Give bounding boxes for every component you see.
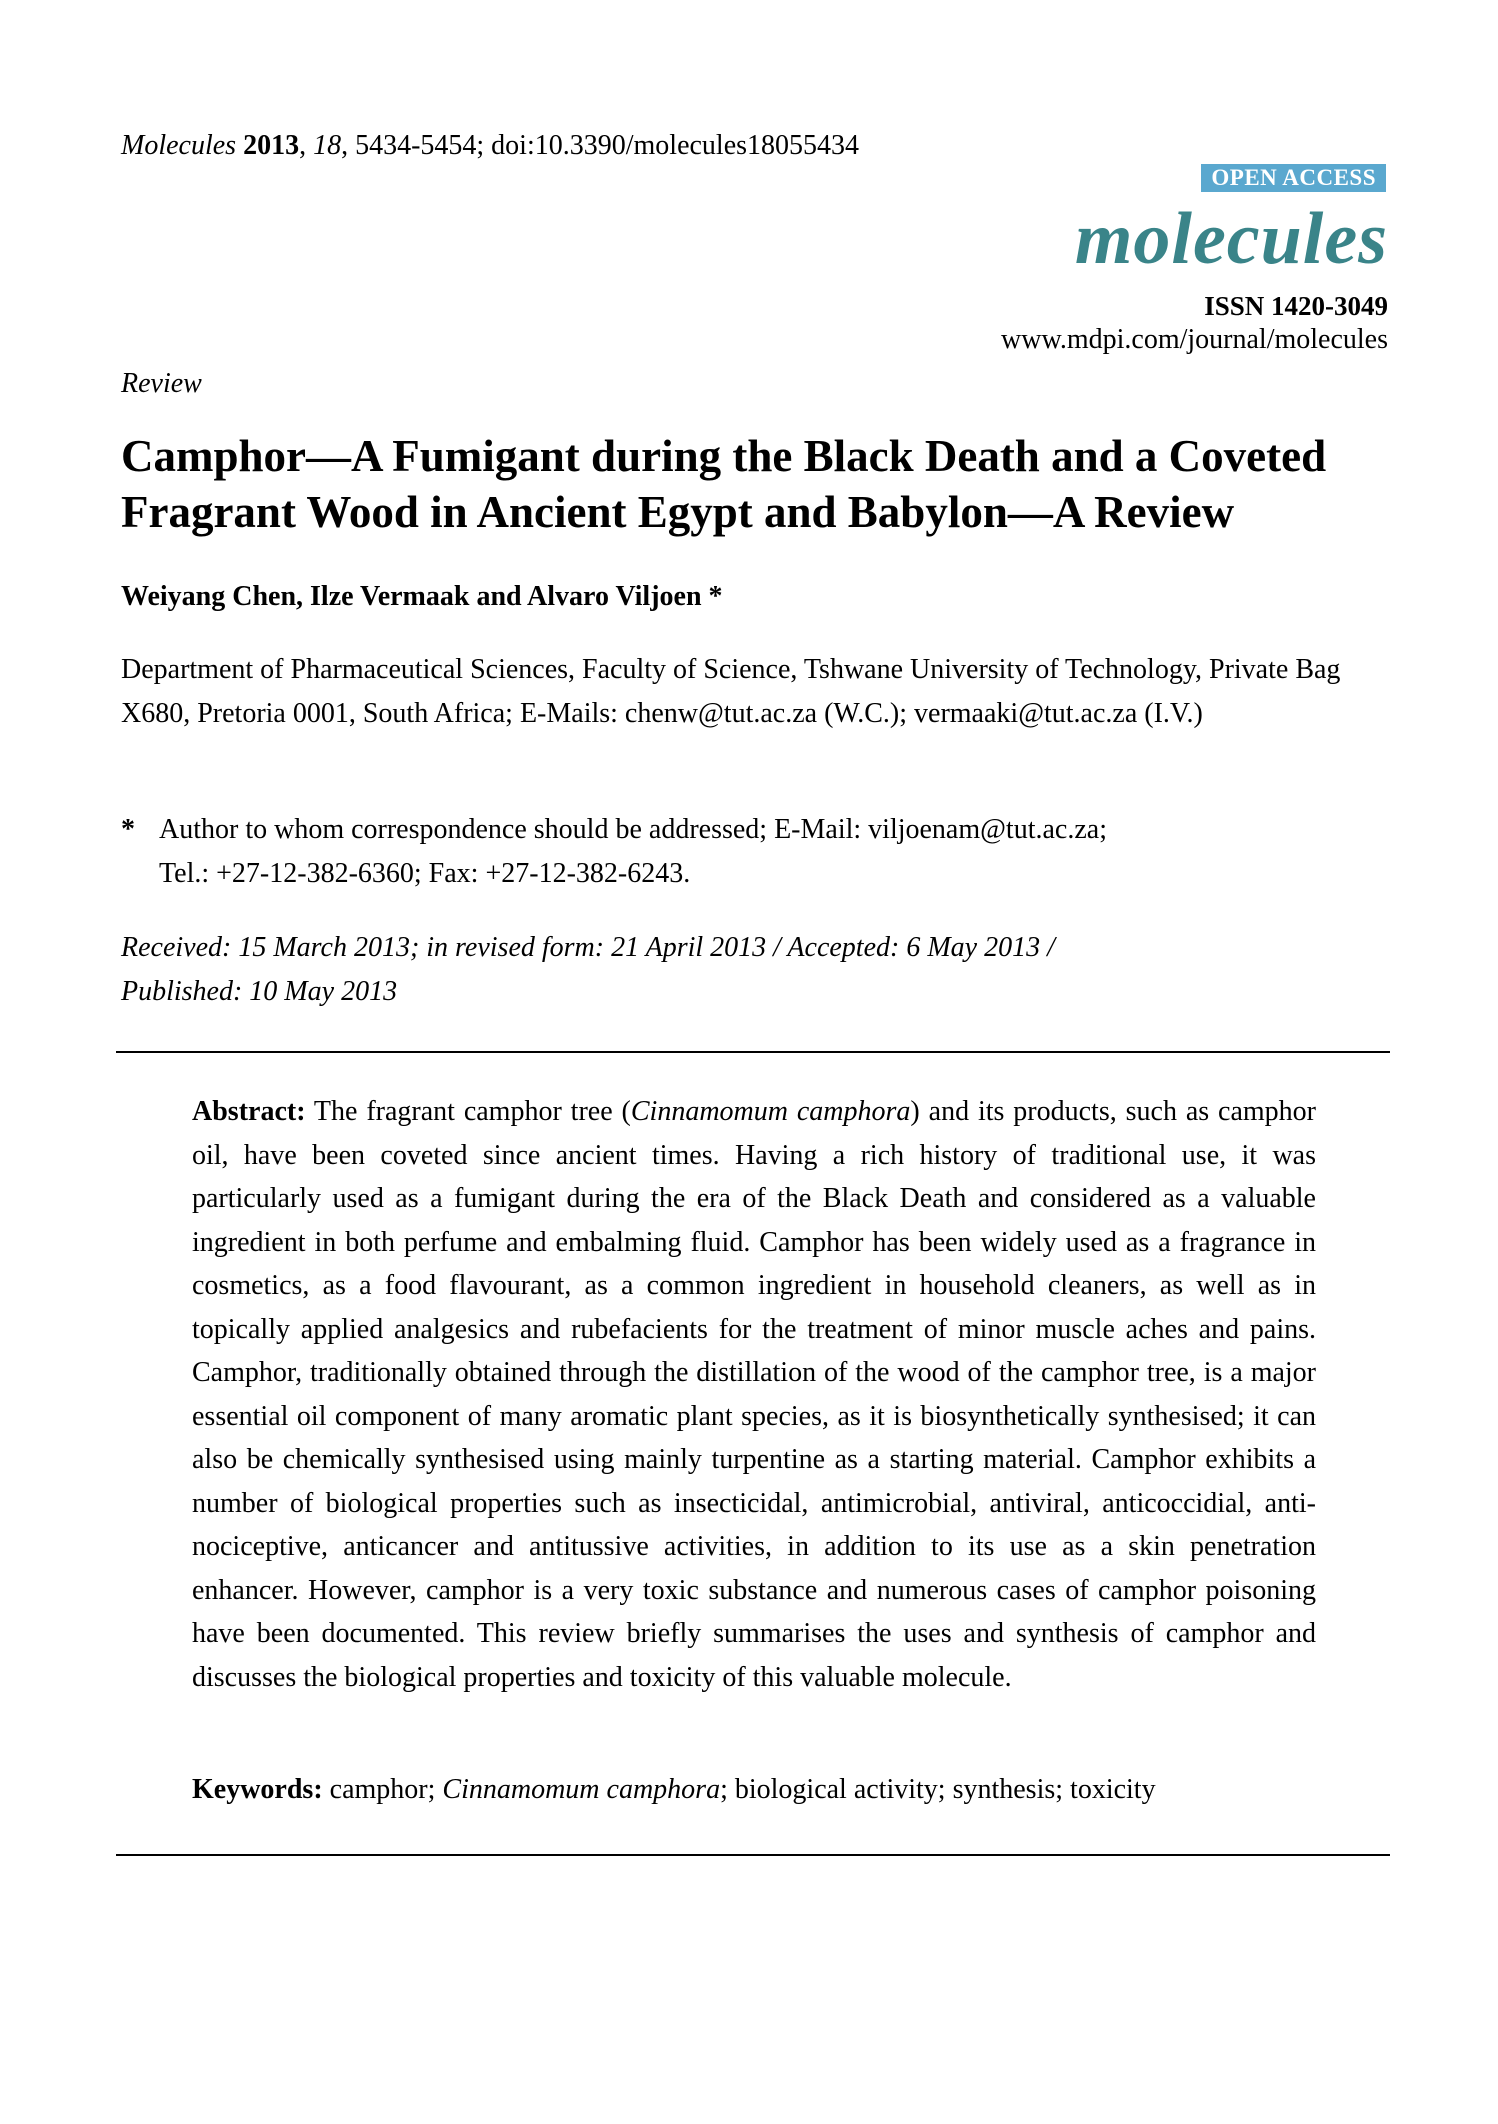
abstract	[192, 1090, 1316, 1699]
citation-journal: Molecules	[121, 130, 237, 161]
publication-dates	[121, 926, 1391, 1014]
abstract-species: Cinnamomum camphora	[630, 1096, 911, 1127]
abstract-label: Abstract:	[192, 1096, 306, 1127]
keywords-species: Cinnamomum camphora	[442, 1774, 721, 1805]
open-access-badge: OPEN ACCESS	[1201, 164, 1386, 192]
correspondence-line-1: Author to whom correspondence should be addressed; E-Mail: viljoenam@tut.ac.za;	[159, 814, 1107, 845]
dates-line-1: Received: 15 March 2013; in revised form: 21 April 2013 / Accepted: 6 May 2013 /	[121, 932, 1055, 963]
author-list: Weiyang Chen, Ilze Vermaak and Alvaro Viljoen *	[121, 581, 723, 612]
affiliation: Department of Pharmaceutical Sciences, Faculty of Science, Tshwane University of Technology, Private Bag X680, Pretoria 0001, South Africa; E-Mails: chenw@tut.ac.za (W.C.); vermaaki@tut.ac.za (I.V.)	[121, 654, 1341, 729]
top-divider	[116, 1051, 1390, 1053]
abstract-text-1: The fragrant camphor tree (	[305, 1096, 631, 1127]
correspondence-note	[121, 808, 1391, 896]
citation-line	[121, 128, 859, 164]
dates-line-2: Published: 10 May 2013	[121, 976, 398, 1007]
abstract-text-2: ) and its products, such as camphor oil, have been coveted since ancient times. Having a rich history of traditional use, it was particularly used as a fumigant during the era of the Black Death and considered as a valuable ingredient in both perfume and embalming fluid. Camphor has been widely used as a fragrance in cosmetics, as a food flavourant, as a common ingredient in household cleaners, as well as in topically applied analgesics and rubefacients for the treatment of minor muscle aches and pains. Camphor, traditionally obtained through the distillation of the wood of the camphor tree, is a major essential oil component of many aromatic plant species, as it is biosynthetically synthesised; it can also be chemically synthesised using mainly turpentine as a starting material. Camphor exhibits a number of biological properties such as insecticidal, antimicrobial, antiviral, anticoccidial, anti-nociceptive, anticancer and antitussive activities, in addition to its use as a skin penetration enhancer. However, camphor is a very toxic substance and numerous cases of camphor poisoning have been documented. This review briefly summarises the uses and synthesis of camphor and discusses the biological properties and toxicity of this valuable molecule.	[192, 1096, 1317, 1693]
citation-pages-doi: , 5434-5454; doi:10.3390/molecules18055434	[341, 130, 860, 161]
issn: ISSN 1420-3049	[1204, 291, 1388, 321]
keywords-text-1: camphor;	[322, 1774, 443, 1805]
keywords-label: Keywords:	[192, 1774, 323, 1805]
journal-url[interactable]: www.mdpi.com/journal/molecules	[1001, 324, 1388, 355]
correspondence-marker: *	[121, 814, 135, 845]
keywords	[192, 1772, 1316, 1808]
paper-title: Camphor—A Fumigant during the Black Death and a Coveted Fragrant Wood in Ancient Egypt and Babylon—A Review	[121, 431, 1327, 537]
article-type: Review	[121, 368, 202, 399]
journal-logo: molecules	[1074, 198, 1388, 280]
citation-year: 2013	[243, 130, 300, 161]
citation-volume: 18	[313, 130, 342, 161]
citation-separator: ,	[299, 130, 314, 161]
keywords-text-2: ; biological activity; synthesis; toxicity	[720, 1774, 1156, 1805]
correspondence-line-2: Tel.: +27-12-382-6360; Fax: +27-12-382-6243.	[159, 858, 691, 889]
bottom-divider	[116, 1854, 1390, 1856]
